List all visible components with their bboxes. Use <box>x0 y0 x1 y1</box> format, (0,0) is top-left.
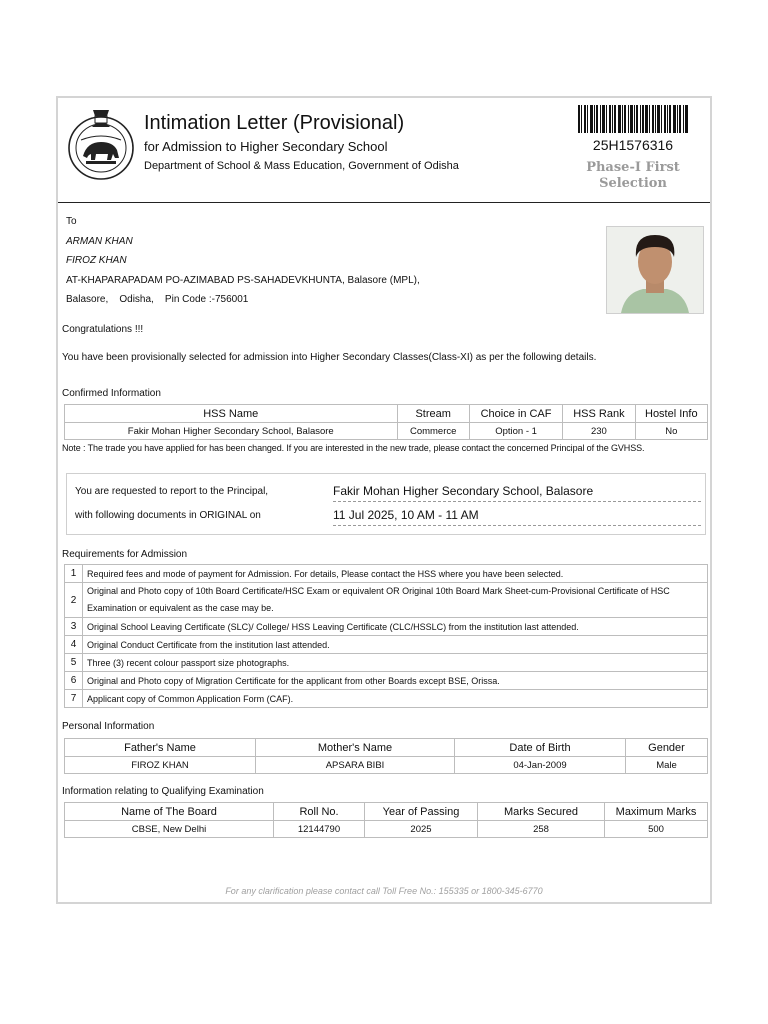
table-row <box>65 757 708 774</box>
table-header-row <box>65 405 708 423</box>
applicant-photo <box>606 226 704 314</box>
col-stream: Stream <box>397 405 469 423</box>
col-marks: Marks Secured <box>478 803 605 821</box>
req-num: 4 <box>65 636 83 654</box>
report-label-2-bold: ORIGINAL <box>199 510 247 521</box>
report-label-1: You are requested to report to the Principal, <box>75 486 269 497</box>
cell-stream: Commerce <box>397 423 469 440</box>
cell-mother: APSARA BIBI <box>256 757 455 774</box>
list-item <box>65 565 708 583</box>
col-roll: Roll No. <box>274 803 365 821</box>
intimation-letter <box>56 96 712 904</box>
helpline-footer: For any clarification please contact call Toll Free No.: 155335 or 1800-345-6770 <box>225 886 543 896</box>
selection-phase <box>558 160 708 192</box>
list-item <box>65 618 708 636</box>
report-datetime: 11 Jul 2025, 10 AM - 11 AM <box>333 508 701 526</box>
list-item <box>65 636 708 654</box>
barcode-icon <box>578 105 688 133</box>
personal-info-heading: Personal Information <box>62 721 155 732</box>
req-num: 3 <box>65 618 83 636</box>
req-text: Original School Leaving Certificate (SLC)/ College/ HSS Leaving Certificate (CLC/HSSLC) from the institution last attended. <box>83 618 708 636</box>
req-num: 1 <box>65 565 83 583</box>
cell-hss-name: Fakir Mohan Higher Secondary School, Balasore <box>65 423 398 440</box>
confirmed-info-heading: Confirmed Information <box>62 388 161 399</box>
table-row <box>65 821 708 838</box>
col-father: Father's Name <box>65 739 256 757</box>
list-item <box>65 690 708 708</box>
req-text <box>83 583 708 618</box>
req-text: Applicant copy of Common Application Form (CAF). <box>83 690 708 708</box>
guardian-name: FIROZ KHAN <box>66 255 127 266</box>
header-divider <box>58 202 710 203</box>
report-school: Fakir Mohan Higher Secondary School, Balasore <box>333 484 701 502</box>
cell-dob: 04-Jan-2009 <box>455 757 626 774</box>
cell-gender: Male <box>626 757 708 774</box>
applicant-name: ARMAN KHAN <box>66 236 133 247</box>
report-label-2 <box>75 510 261 521</box>
to-label: To <box>66 216 77 227</box>
req-text: Three (3) recent colour passport size photographs. <box>83 654 708 672</box>
req-text-line-1: Original and Photo copy of 10th Board Certificate/HSC Exam or equivalent OR Original 10th Board Mark Sheet-cum-Provisional Certificate of HSC <box>87 586 670 596</box>
qualifying-table <box>64 802 708 838</box>
selection-message: You have been provisionally selected for admission into Higher Secondary Classes(Class-XI) as per the following details. <box>62 352 597 363</box>
odisha-emblem-icon <box>66 104 136 182</box>
cell-year: 2025 <box>365 821 478 838</box>
cell-marks: 258 <box>478 821 605 838</box>
req-num: 6 <box>65 672 83 690</box>
table-header-row <box>65 803 708 821</box>
address-line-2: Balasore, Odisha, Pin Code :-756001 <box>66 294 249 305</box>
col-mother: Mother's Name <box>256 739 455 757</box>
personal-info-table <box>64 738 708 774</box>
cell-father: FIROZ KHAN <box>65 757 256 774</box>
trade-change-note: Note : The trade you have applied for has been changed. If you are interested in the new trade, please contact the concerned Principal of the GVHSS. <box>62 443 645 453</box>
report-box <box>66 473 706 535</box>
req-text-line-2: Examination or equivalent as the case may be. <box>87 603 274 613</box>
letter-subtitle: for Admission to Higher Secondary School <box>144 139 388 154</box>
application-number: 25H1576316 <box>592 137 674 153</box>
cell-max-marks: 500 <box>605 821 708 838</box>
requirements-table <box>64 564 708 708</box>
req-num: 2 <box>65 583 83 618</box>
address-line-1: AT-KHAPARAPADAM PO-AZIMABAD PS-SAHADEVKHUNTA, Balasore (MPL), <box>66 275 420 286</box>
report-label-2-post: on <box>246 510 261 521</box>
phase-line-1: Phase-I First <box>586 160 680 175</box>
list-item <box>65 583 708 618</box>
table-row <box>65 423 708 440</box>
letter-title: Intimation Letter (Provisional) <box>144 112 405 134</box>
confirmed-info-table <box>64 404 708 440</box>
cell-roll: 12144790 <box>274 821 365 838</box>
req-num: 5 <box>65 654 83 672</box>
col-rank: HSS Rank <box>563 405 635 423</box>
phase-line-2: Selection <box>599 176 667 191</box>
report-label-2-pre: with following documents in <box>75 510 200 521</box>
col-gender: Gender <box>626 739 708 757</box>
col-hss-name: HSS Name <box>65 405 398 423</box>
cell-hostel: No <box>635 423 707 440</box>
cell-board: CBSE, New Delhi <box>65 821 274 838</box>
col-year: Year of Passing <box>365 803 478 821</box>
requirements-heading: Requirements for Admission <box>62 549 188 560</box>
col-board: Name of The Board <box>65 803 274 821</box>
col-choice: Choice in CAF <box>469 405 562 423</box>
req-text: Original Conduct Certificate from the institution last attended. <box>83 636 708 654</box>
table-header-row <box>65 739 708 757</box>
col-hostel: Hostel Info <box>635 405 707 423</box>
col-max-marks: Maximum Marks <box>605 803 708 821</box>
cell-choice: Option - 1 <box>469 423 562 440</box>
req-text: Original and Photo copy of Migration Certificate for the applicant from other Boards except BSE, Orissa. <box>83 672 708 690</box>
cell-rank: 230 <box>563 423 635 440</box>
list-item <box>65 654 708 672</box>
department-name: Department of School & Mass Education, Government of Odisha <box>144 160 459 172</box>
qualifying-heading: Information relating to Qualifying Examination <box>62 786 264 797</box>
req-num: 7 <box>65 690 83 708</box>
req-text: Required fees and mode of payment for Admission. For details, Please contact the HSS where you have been selected. <box>83 565 708 583</box>
col-dob: Date of Birth <box>455 739 626 757</box>
list-item <box>65 672 708 690</box>
congratulations-text: Congratulations !!! <box>62 324 144 335</box>
